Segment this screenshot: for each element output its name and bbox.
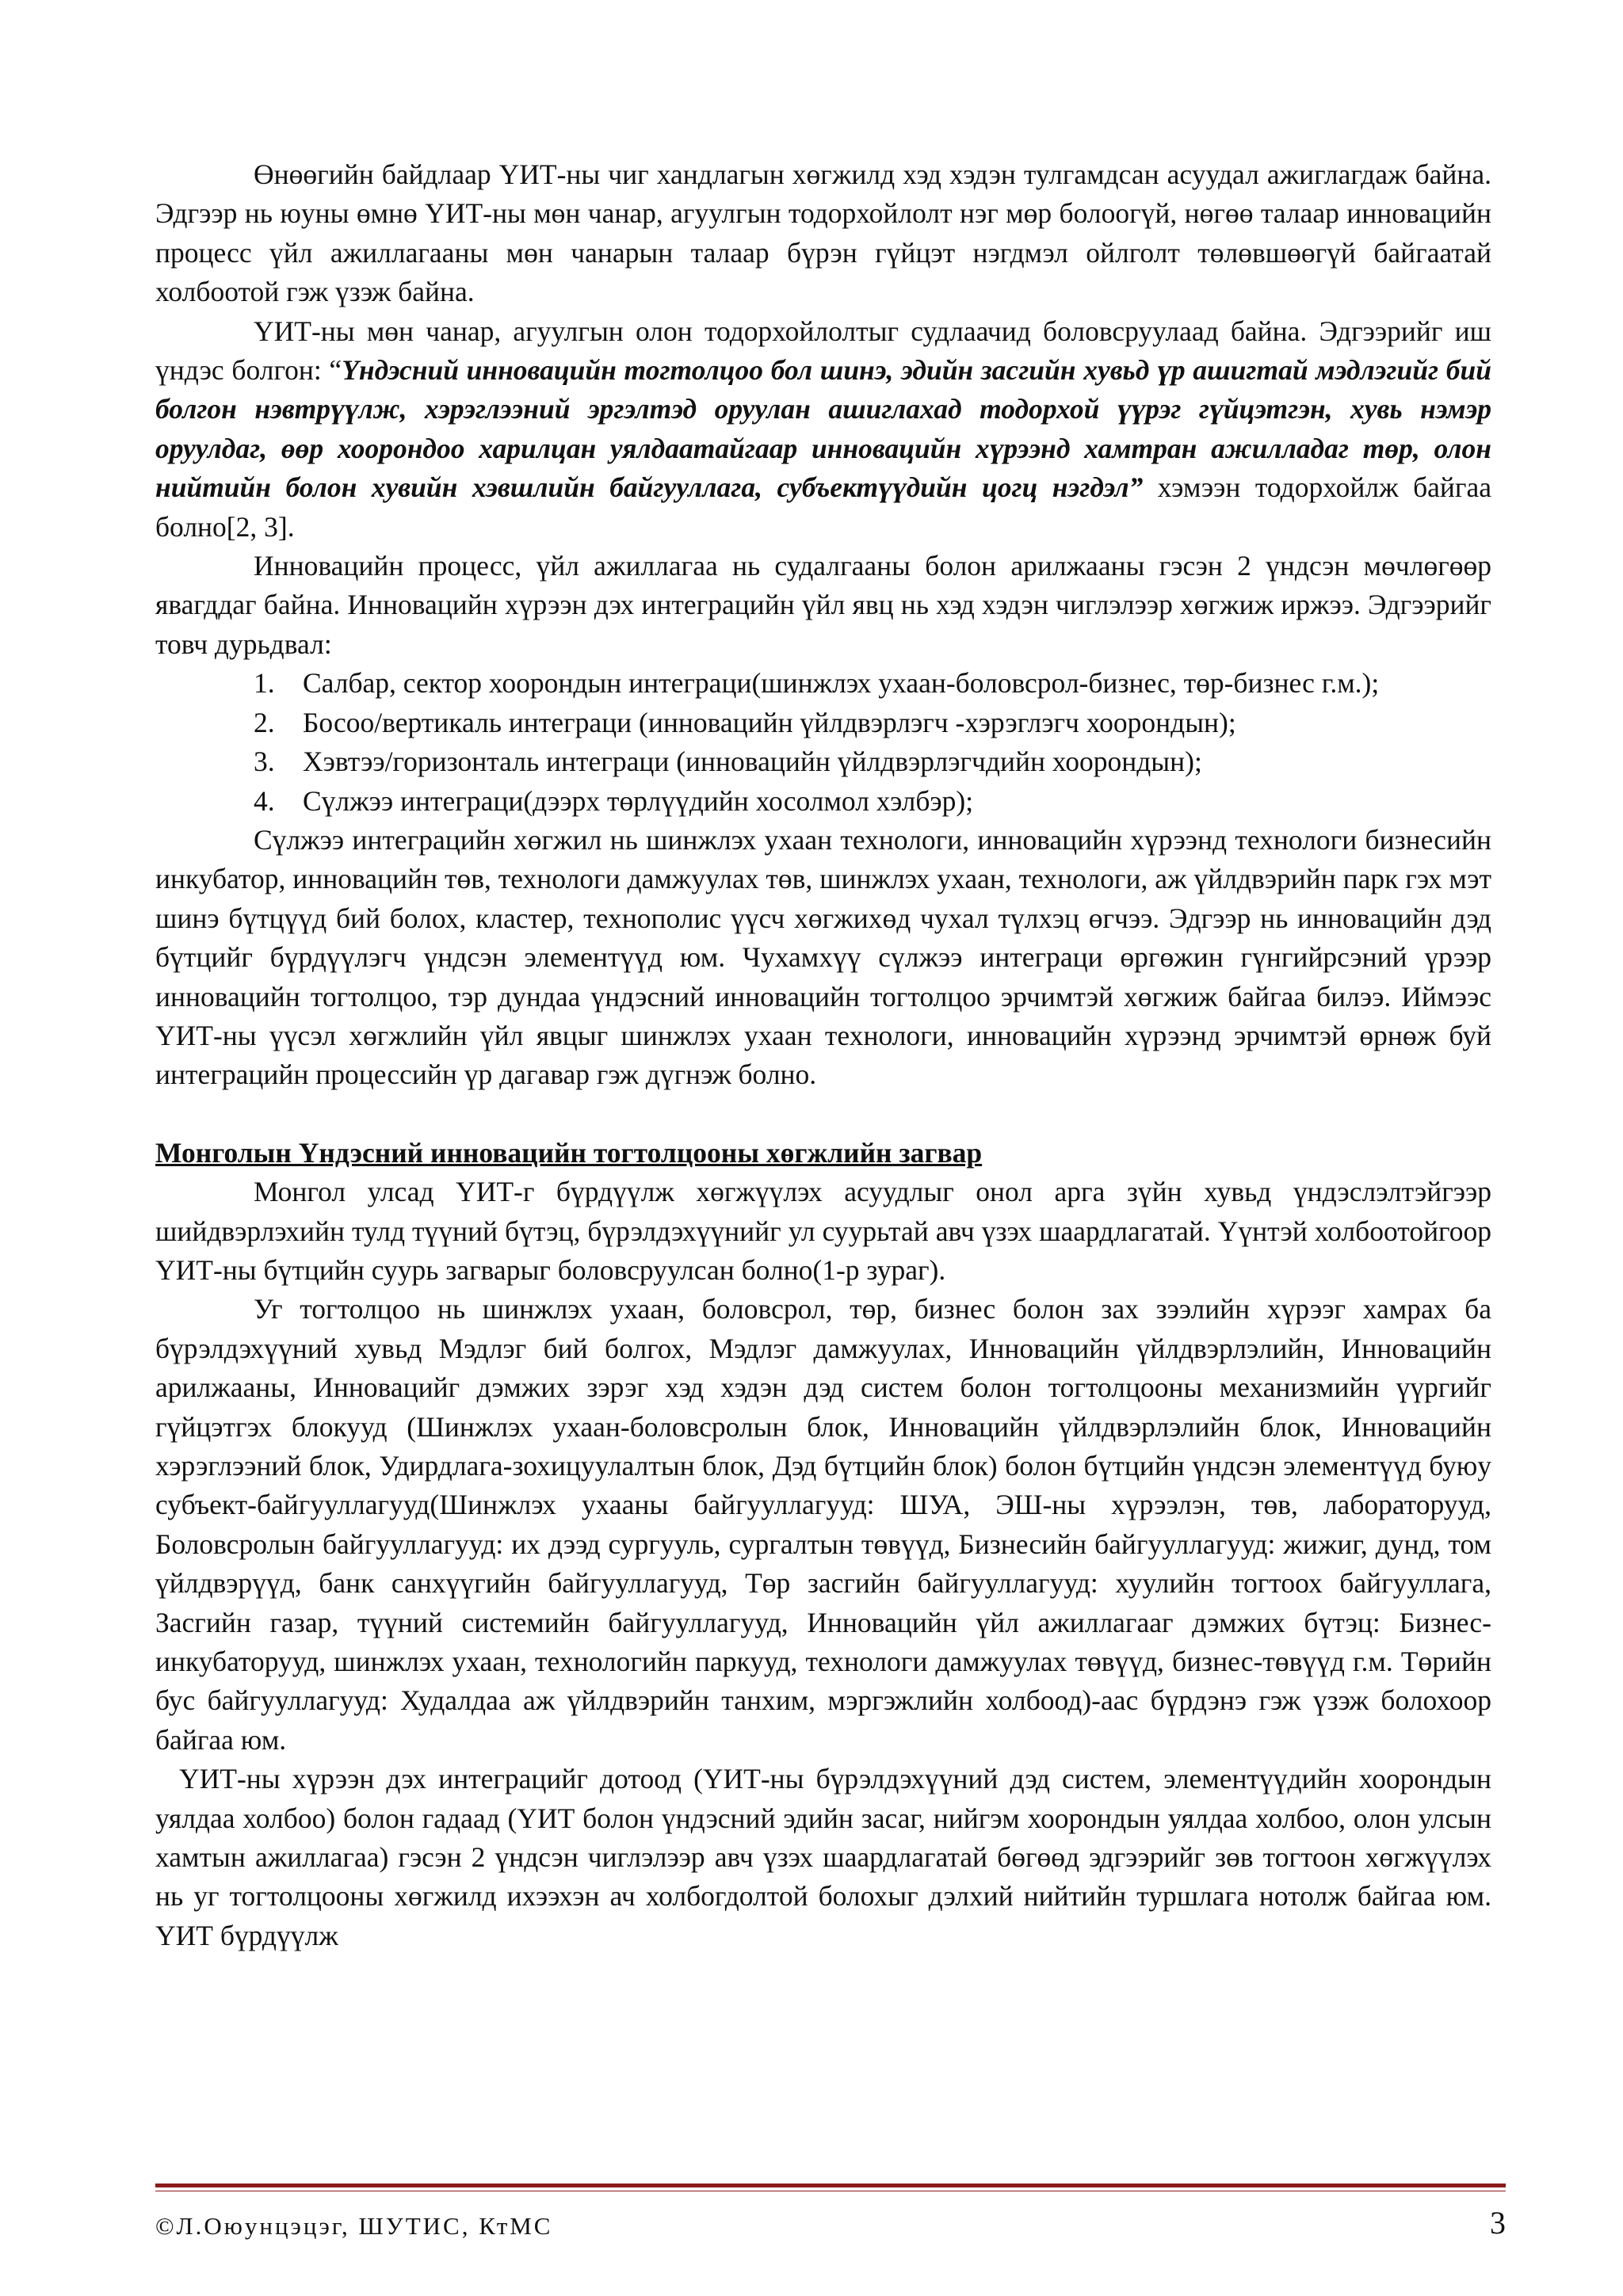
list-item-text: Сүлжээ интеграци(дээрх төрлүүдийн хосолмол хэлбэр);: [303, 784, 974, 817]
list-item-text: Салбар, сектор хоорондын интеграци(шинжлэх ухаан-боловсрол-бизнес, төр-бизнес г.м.);: [303, 667, 1380, 700]
paragraph-system-structure: Уг тогтолцоо нь шинжлэх ухаан, боловсрол, төр, бизнес болон зах зээлийн хүрээг хамрах ба бүрэлдэхүүний хувьд Мэдлэг бий болгох, Мэдлэг дамжуулах, Инновацийн үйлдвэрлэлийн, Инновацийн арилжааны, Инновацийг дэмжих зэрэг хэд хэдэн дэд систем болон тогтолцооны механизмийн үүргийг гүйцэтгэх блокууд (Шинжлэх ухаан-боловсролын блок, Инновацийн үйлдвэрлэлийн блок, Инновацийн хэрэглээний блок, Удирдлага-зохицуулалтын блок, Дэд бүтцийн блок) болон бүтцийн үндсэн элементүүд буюу субъект-байгууллагууд(Шинжлэх ухааны байгууллагууд: ШУА, ЭШ-ны хүрээлэн, төв, лабораторууд, Боловсролын байгууллагууд: их дээд сургууль, сургалтын төвүүд, Бизнесийн байгууллагууд: жижиг, дунд, том үйлдвэрүүд, банк санхүүгийн байгууллагууд, Төр засгийн байгууллагууд: хуулийн тогтоох байгууллага, Засгийн газар, түүний системийн байгууллагууд, Инновацийн үйл ажиллагааг дэмжих бүтэц: Бизнес-инкубаторууд, шинжлэх ухаан, технологийн паркууд, технологи дамжуулах төвүүд, бизнес-төвүүд г.м. Төрийн бус байгууллагууд: Худалдаа аж үйлдвэрийн танхим, мэргэжлийн холбоод)-аас бүрдэнэ гэж үзэж болохоор байгаа юм.: [155, 1293, 1491, 1756]
paragraph-network-integration: Сүлжээ интеграцийн хөгжил нь шинжлэх ухаан технологи, инновацийн хүрээнд технологи бизнесийн инкубатор, инновацийн төв, технологи дамжуулах төв, шинжлэх ухаан, технологи, аж үйлдвэрийн парк гэх мэт шинэ бүтцүүд бий болох, кластер, технополис үүсч хөгжихөд чухал түлхэц өгчээ. Эдгээр нь инновацийн дэд бүтцийг бүрдүүлэгч үндсэн элементүүд юм. Чухамхүү сүлжээ интеграци өргөжин гүнгийрсэний үрээр инновацийн тогтолцоо, тэр дундаа үндэсний инновацийн тогтолцоо эрчимтэй хөгжиж байгаа билээ. Иймээс ҮИТ-ны үүсэл хөгжлийн үйл явцыг шинжлэх ухаан технологи, инновацийн хүрээнд эрчимтэй өрнөж буй интеграцийн процессийн үр дагавар гэж дүгнэж болно.: [155, 823, 1491, 1091]
list-item: [254, 742, 1491, 781]
integration-types-list: [155, 664, 1491, 821]
document-body: [155, 155, 1491, 1955]
list-item: [254, 664, 1491, 703]
footer-rule: [155, 2183, 1506, 2187]
list-item: [254, 704, 1491, 742]
list-item-number: 1.: [254, 667, 275, 700]
list-item-number: 2.: [254, 706, 275, 738]
paragraph-integration-directions: ҮИТ-ны хүрээн дэх интеграцийг дотоод (ҮИТ-ны бүрэлдэхүүний дэд систем, элементүүдийн хоорондын уялдаа холбоо) болон гадаад (ҮИТ болон үндэсний эдийн засаг, нийгэм хоорондын уялдаа холбоо, олон улсын хамтын ажиллагаа) гэсэн 2 үндсэн чиглэлээр авч үзэх шаардлагатай бөгөөд эдгээрийг зөв тогтоон хөгжүүлэх нь уг тогтолцооны хөгжилд ихээхэн ач холбогдолтой болохыг дэлхий нийтийн туршлага нотолж байгаа юм. ҮИТ бүрдүүлж: [155, 1763, 1491, 1951]
list-item-number: 4.: [254, 784, 275, 817]
list-item: [254, 782, 1491, 821]
paragraph-innovation-process: Инновацийн процесс, үйл ажиллагаа нь судалгааны болон арилжааны гэсэн 2 үндсэн мөчлөгөөр явагддаг байна. Инновацийн хүрээн дэх интеграцийн үйл явц нь хэд хэдэн чиглэлээр хөгжиж иржээ. Эдгээрийг товч дурьдвал:: [155, 550, 1491, 660]
list-item-number: 3.: [254, 746, 275, 778]
definition-citation: хэмээн тодорхойлж байгаа болно[2, 3].: [155, 471, 1491, 543]
paragraph-current-state: Өнөөгийн байдлаар ҮИТ-ны чиг хандлагын хөгжилд хэд хэдэн тулгамдсан асуудал ажиглагдаж байна. Эдгээр нь юуны өмнө ҮИТ-ны мөн чанар, агуулгын тодорхойлолт нэг мөр болоогүй, нөгөө талаар инновацийн процесс үйл ажиллагааны мөн чанарын талаар бүрэн гүйцэт нэгдмэл ойлголт төлөвшөөгүй байгаатай холбоотой гэж үзэж байна.: [155, 158, 1491, 308]
paragraph-mongolia-model: Монгол улсад ҮИТ-г бүрдүүлж хөгжүүлэх асуудлыг онол арга зүйн хувьд үндэслэлтэйгээр шийдвэрлэхийн тулд түүний бүтэц, бүрэлдэхүүнийг ул суурьтай авч үзэх шаардлагатай. Үүнтэй холбоотойгоор ҮИТ-ны бүтцийн суурь загварыг боловсруулсан болно(1-р зураг).: [155, 1176, 1491, 1286]
page-number: 3: [1490, 2205, 1506, 2241]
footer-author: ©Л.Оюунцэцэг, ШУТИС, КтМС: [155, 2212, 553, 2240]
paragraph-definition: [155, 312, 1491, 547]
definition-quote: Үндэсний инновацийн тогтолцоо бол шинэ, эдийн засгийн хувьд үр ашигтай мэдлэгийг бий болгон нэвтрүүлж, хэрэглээний эргэлтэд оруулан ашиглахад тодорхой үүрэг гүйцэтгэн, хувь нэмэр оруулдаг, өөр хоорондоо харилцан уялдаатайгаар инновацийн хүрээнд хамтран ажилладаг төр, олон нийтийн болон хувийн хэвшлийн байгууллага, субъектүүдийн цогц нэгдэл”: [155, 354, 1491, 504]
list-item-text: Хэвтээ/горизонталь интеграци (инновацийн үйлдвэрлэгчдийн хоорондын);: [303, 746, 1202, 778]
definition-intro: ҮИТ-ны мөн чанар, агуулгын олон тодорхойлолтыг судлаачид боловсруулаад байна. Эдгээрийг иш үндэс болгон: “: [155, 315, 1491, 387]
section-heading: Монголын Үндэсний инновацийн тогтолцооны хөгжлийн загвар: [155, 1136, 983, 1169]
list-item-text: Босоо/вертикаль интеграци (инновацийн үйлдвэрлэгч -хэрэглэгч хоорондын);: [303, 706, 1236, 738]
